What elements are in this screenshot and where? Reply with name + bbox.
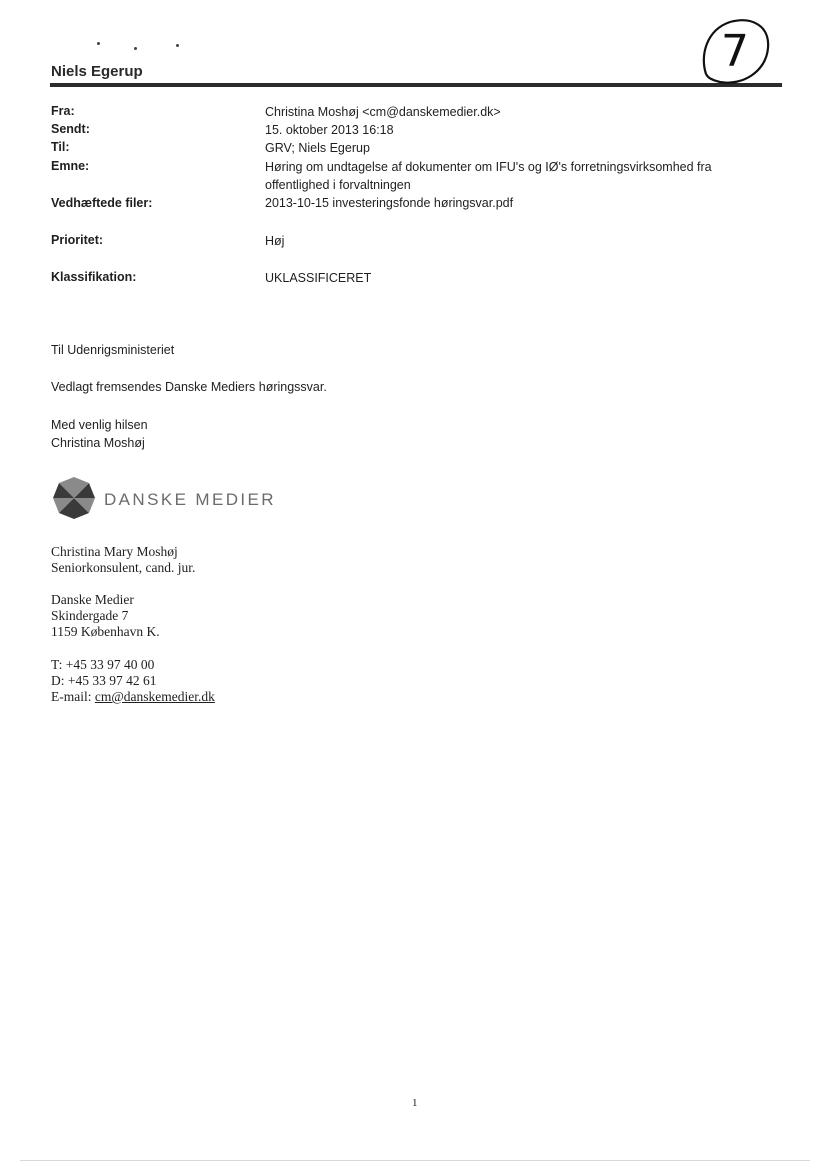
signature-street: Skindergade 7 [51, 608, 129, 623]
sent-label: Sendt: [51, 122, 90, 136]
danske-medier-logo-icon [52, 476, 96, 520]
priority-value: Høj [265, 234, 285, 248]
page-bottom-edge [20, 1160, 810, 1161]
body-sender: Christina Moshøj [51, 436, 145, 450]
stamp-number: 7 [721, 26, 749, 77]
handwritten-number-stamp [698, 16, 772, 88]
page-number: 1 [412, 1097, 418, 1109]
email-link[interactable]: cm@danskemedier.dk [94, 689, 215, 704]
classification-value: UKLASSIFICERET [265, 271, 372, 285]
signature-phone: T: +45 33 97 40 00 [51, 657, 155, 672]
header-rule [50, 83, 782, 87]
attachment-file[interactable]: 2013-10-15 investeringsfonde høringsvar.pdf [265, 196, 514, 210]
from-label: Fra: [51, 104, 75, 118]
email-label: E-mail: [51, 689, 95, 704]
signature-name: Christina Mary Moshøj [51, 544, 178, 559]
attachments-label: Vedhæftede filer: [51, 196, 153, 210]
to-label: Til: [51, 140, 70, 154]
body-closing: Med venlig hilsen [51, 418, 148, 432]
classification-label: Klassifikation: [51, 270, 137, 284]
signature-city: 1159 København K. [51, 624, 160, 639]
signature-direct: D: +45 33 97 42 61 [51, 673, 157, 688]
body-greeting: Til Udenrigsministeriet [51, 343, 175, 357]
from-value: Christina Moshøj <cm@danskemedier.dk> [265, 105, 501, 119]
sent-value: 15. oktober 2013 16:18 [265, 123, 394, 137]
subject-value: Høring om undtagelse af dokumenter om IFU's og IØ's forretningsvirksomhed fra offentlighed i forvaltningen [265, 160, 712, 192]
body-line: Vedlagt fremsendes Danske Mediers høringssvar. [51, 380, 327, 394]
logo-wordmark: DANSKE MEDIER [104, 490, 276, 509]
signature-title: Seniorkonsulent, cand. jur. [51, 560, 196, 575]
subject-label: Emne: [51, 159, 90, 173]
mailbox-owner: Niels Egerup [51, 63, 143, 80]
signature-email-line [51, 689, 215, 705]
signature-org: Danske Medier [51, 592, 134, 607]
to-value: GRV; Niels Egerup [265, 141, 370, 155]
priority-label: Prioritet: [51, 233, 104, 247]
